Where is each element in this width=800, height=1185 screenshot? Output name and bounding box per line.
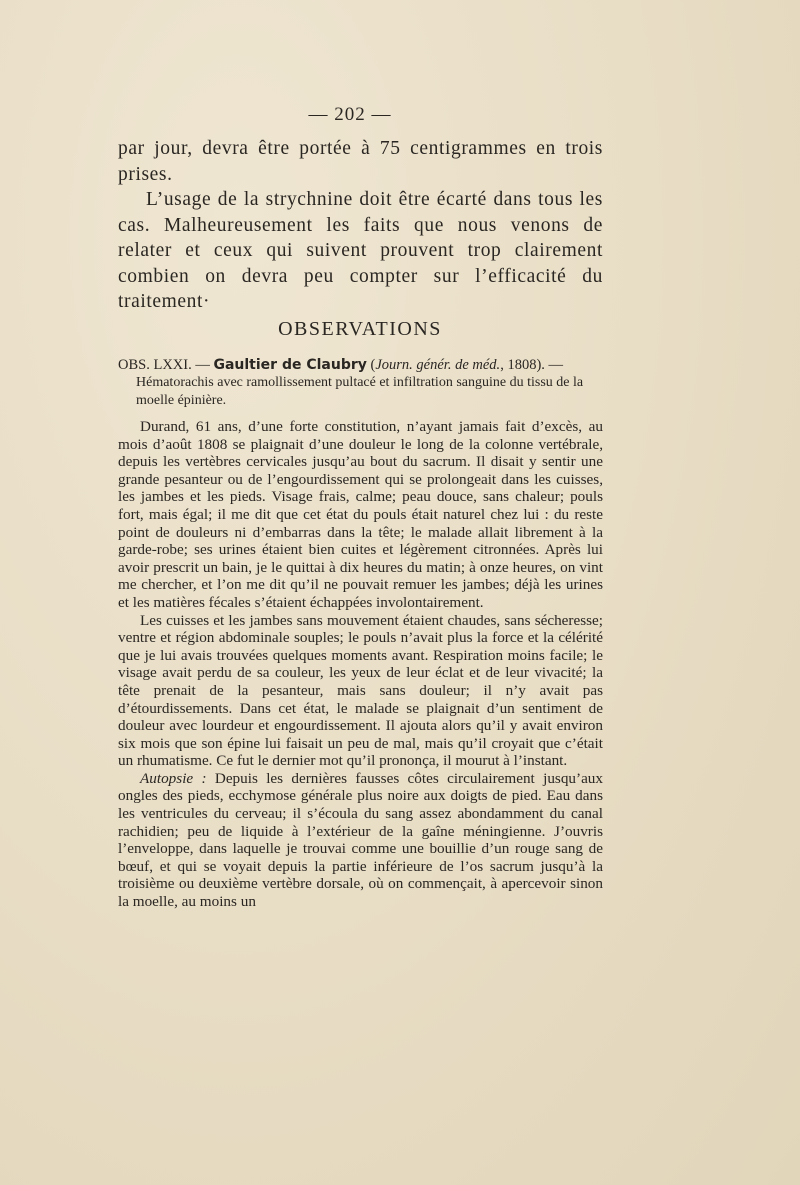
- source-close: , 1808). —: [500, 357, 564, 373]
- page-number: — 202 —: [308, 104, 392, 125]
- body-paragraph-3: [118, 770, 603, 911]
- observation-subtitle: Hématorachis avec ramollissement pultacé et infiltration sanguine du tissu de la moelle épinière.: [136, 375, 584, 408]
- autopsy-label: Autopsie :: [140, 769, 207, 787]
- observation-source: Journ. génér. de méd.: [375, 357, 501, 373]
- observation-author: Gaultier de Claubry: [213, 357, 367, 373]
- section-heading: OBSERVATIONS: [278, 318, 442, 340]
- observation-number: OBS. LXXI. —: [118, 357, 210, 373]
- intro-text: [118, 136, 603, 315]
- observation-body: [118, 418, 603, 911]
- body-paragraph-2: Les cuisses et les jambes sans mouvement étaient chaudes, sans sécheresse; ventre et région abdominale souples; le pouls n’avait plus la force et la célérité que je lui avais trouvées quelques moments avant. Respiration moins facile; le visage avait perdu de sa couleur, les yeux de leur éclat et de leur vivacité; la tête prenait de la pesanteur, mais sans douleur; il n’y avait pas d’étourdissements. Dans cet état, le malade se plaignait d’un sentiment de douleur avec lourdeur et engourdissement. Il ajouta alors qu’il y avait environ six mois que son épine lui faisait un peu de mal, mais qu’il croyait que c’était un rhumatisme. Ce fut le dernier mot qu’il prononça, il mourut à l’instant.: [118, 611, 603, 770]
- body-paragraph-1: Durand, 61 ans, d’une forte constitution, n’ayant jamais fait d’excès, au mois d’août 1808 se plaignait d’une douleur le long de la colonne vertébrale, depuis les vertèbres cervicales jusqu’au bout du sacrum. Il disait y sentir une grande pesanteur ou de l’engourdissement qui se prolongeait dans les cuisses, les jambes et les pieds. Visage frais, calme; peau douce, sans chaleur; pouls fort, mais égal; il me dit que cet état du pouls était naturel chez lui : du reste point de douleurs ni d’embarras dans la tête; le malade allait librement à la garde-robe; ses urines étaient bien cuites et légèrement citronnées. Après lui avoir prescrit un bain, je le quittai à dix heures du matin; à onze heures, on vint me chercher, et l’on me dit qu’il ne pouvait remuer les jambes; déjà les urines et les matières fécales s’étaient échappées involontairement.: [118, 418, 603, 611]
- observation-header: [118, 356, 603, 410]
- intro-paragraph-1: par jour, devra être portée à 75 centigrammes en trois prises.: [118, 138, 603, 185]
- source-open: (: [370, 357, 376, 373]
- autopsy-text: Depuis les dernières fausses côtes circulairement jusqu’aux ongles des pieds, ecchymose générale plus noire aux doigts de pied. Eau dans les ventricules du cerveau; il s’écoula du sang assez abondamment du canal rachidien; peu de liquide à l’extérieur de la gaîne méningienne. J’ouvris l’enveloppe, dans laquelle je trouvai comme une bouillie d’un rouge sang de bœuf, et qui se voyait depuis la partie inférieure de l’os sacrum jusqu’à la troisième ou deuxième vertèbre dorsale, où on commençait, à apercevoir sinon la moelle, au moins un: [118, 769, 603, 911]
- intro-paragraph-2: L’usage de la strychnine doit être écarté dans tous les cas. Malheureusement les faits que nous venons de relater et ceux qui suivent prouvent trop clairement combien on devra peu compter sur l’efficacité du traitement·: [118, 189, 603, 312]
